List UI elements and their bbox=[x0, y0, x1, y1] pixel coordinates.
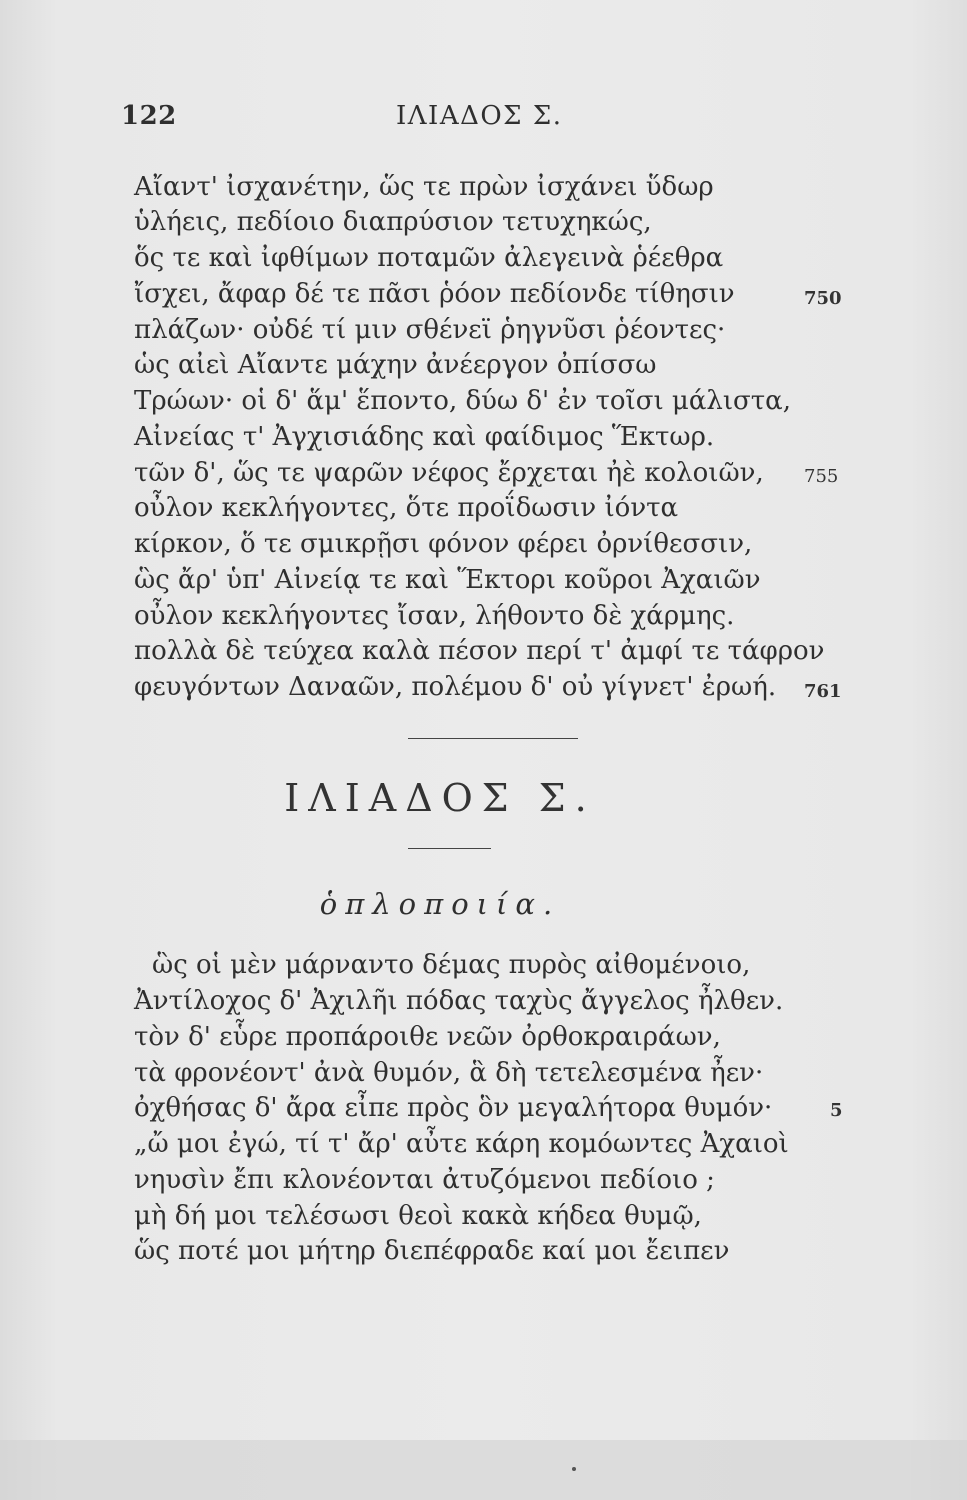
verse-line: Αἰνείας τ' Ἀγχισιάδης καὶ φαίδιμος Ἕκτωρ. bbox=[134, 422, 715, 452]
line-number: 761 bbox=[804, 681, 842, 702]
verse-line: τῶν δ', ὥς τε ψαρῶν νέφος ἔρχεται ἠὲ κολοιῶν, bbox=[134, 458, 764, 488]
verse-line: πολλὰ δὲ τεύχεα καλὰ πέσον περί τ' ἀμφί τε τάφρον bbox=[134, 636, 825, 666]
verse-line: ὣς οἱ μὲν μάρναντο δέμας πυρὸς αἰθομένοιο, bbox=[152, 950, 751, 980]
verse-line: ἴσχει, ἄφαρ δέ τε πᾶσι ῥόον πεδίονδε τίθησιν bbox=[134, 279, 735, 309]
verse-line: οὖλον κεκλήγοντες, ὅτε προΐδωσιν ἰόντα bbox=[134, 493, 679, 523]
verse-line: ὣς ἄρ' ὑπ' Αἰνείᾳ τε καὶ Ἕκτορι κοῦροι Ἀχαιῶν bbox=[134, 565, 761, 595]
running-head: ΙΛΙΑΔΟΣ Σ. bbox=[396, 101, 563, 131]
verse-line: πλάζων· οὐδέ τί μιν σθένεϊ ῥηγνῦσι ῥέοντες· bbox=[134, 315, 726, 345]
verse-line: ὡς αἰεὶ Αἴαντε μάχην ἀνέεργον ὀπίσσω bbox=[134, 350, 657, 380]
verse-line: ὀχθήσας δ' ἄρα εἶπε πρὸς ὃν μεγαλήτορα θυμόν· bbox=[134, 1093, 773, 1123]
ink-speck bbox=[572, 1467, 576, 1471]
verse-line: „ὤ μοι ἐγώ, τί τ' ἄρ' αὖτε κάρη κομόωντες Ἀχαιοὶ bbox=[134, 1129, 789, 1159]
line-number: 5 bbox=[830, 1100, 843, 1121]
verse-line: μὴ δή μοι τελέσωσι θεοὶ κακὰ κήδεα θυμῷ, bbox=[134, 1201, 702, 1231]
page-stain bbox=[0, 1440, 967, 1500]
verse-line: φευγόντων Δαναῶν, πολέμου δ' οὐ γίγνετ' ἐρωή. bbox=[134, 672, 777, 702]
verse-line: νηυσὶν ἔπι κλονέονται ἀτυζόμενοι πεδίοιο ; bbox=[134, 1165, 715, 1195]
verse-line: ὅς τε καὶ ἰφθίμων ποταμῶν ἀλεγεινὰ ῥέεθρα bbox=[134, 243, 724, 273]
line-number: 750 bbox=[804, 288, 842, 309]
book-title: ΙΛΙΑΔΟΣ Σ. bbox=[284, 776, 596, 820]
verse-line: τὰ φρονέοντ' ἀνὰ θυμόν, ἃ δὴ τετελεσμένα ἦεν· bbox=[134, 1058, 764, 1088]
divider-rule bbox=[408, 738, 578, 739]
verse-line: οὖλον κεκλήγοντες ἴσαν, λήθοντο δὲ χάρμης. bbox=[134, 601, 735, 631]
divider-rule bbox=[408, 848, 491, 849]
verse-line: ὑλήεις, πεδίοιο διαπρύσιον τετυχηκώς, bbox=[134, 207, 652, 237]
verse-line: Αἴαντ' ἰσχανέτην, ὥς τε πρὼν ἰσχάνει ὕδωρ bbox=[134, 172, 714, 202]
verse-line: Τρώων· οἱ δ' ἅμ' ἕποντο, δύω δ' ἐν τοῖσι μάλιστα, bbox=[134, 386, 792, 416]
line-number: 755 bbox=[804, 466, 839, 487]
verse-line: Ἀντίλοχος δ' Ἀχιλῆι πόδας ταχὺς ἄγγελος ἦλθεν. bbox=[134, 986, 784, 1016]
verse-line: ὥς ποτέ μοι μήτηρ διεπέφραδε καί μοι ἔειπεν bbox=[134, 1236, 730, 1266]
verse-line: κίρκον, ὅ τε σμικρῇσι φόνον φέρει ὀρνίθεσσιν, bbox=[134, 529, 753, 559]
verse-line: τὸν δ' εὗρε προπάροιθε νεῶν ὀρθοκραιράων, bbox=[134, 1022, 721, 1052]
book-subtitle: ὁπλοποιία. bbox=[319, 887, 561, 921]
page-number: 122 bbox=[121, 101, 177, 131]
